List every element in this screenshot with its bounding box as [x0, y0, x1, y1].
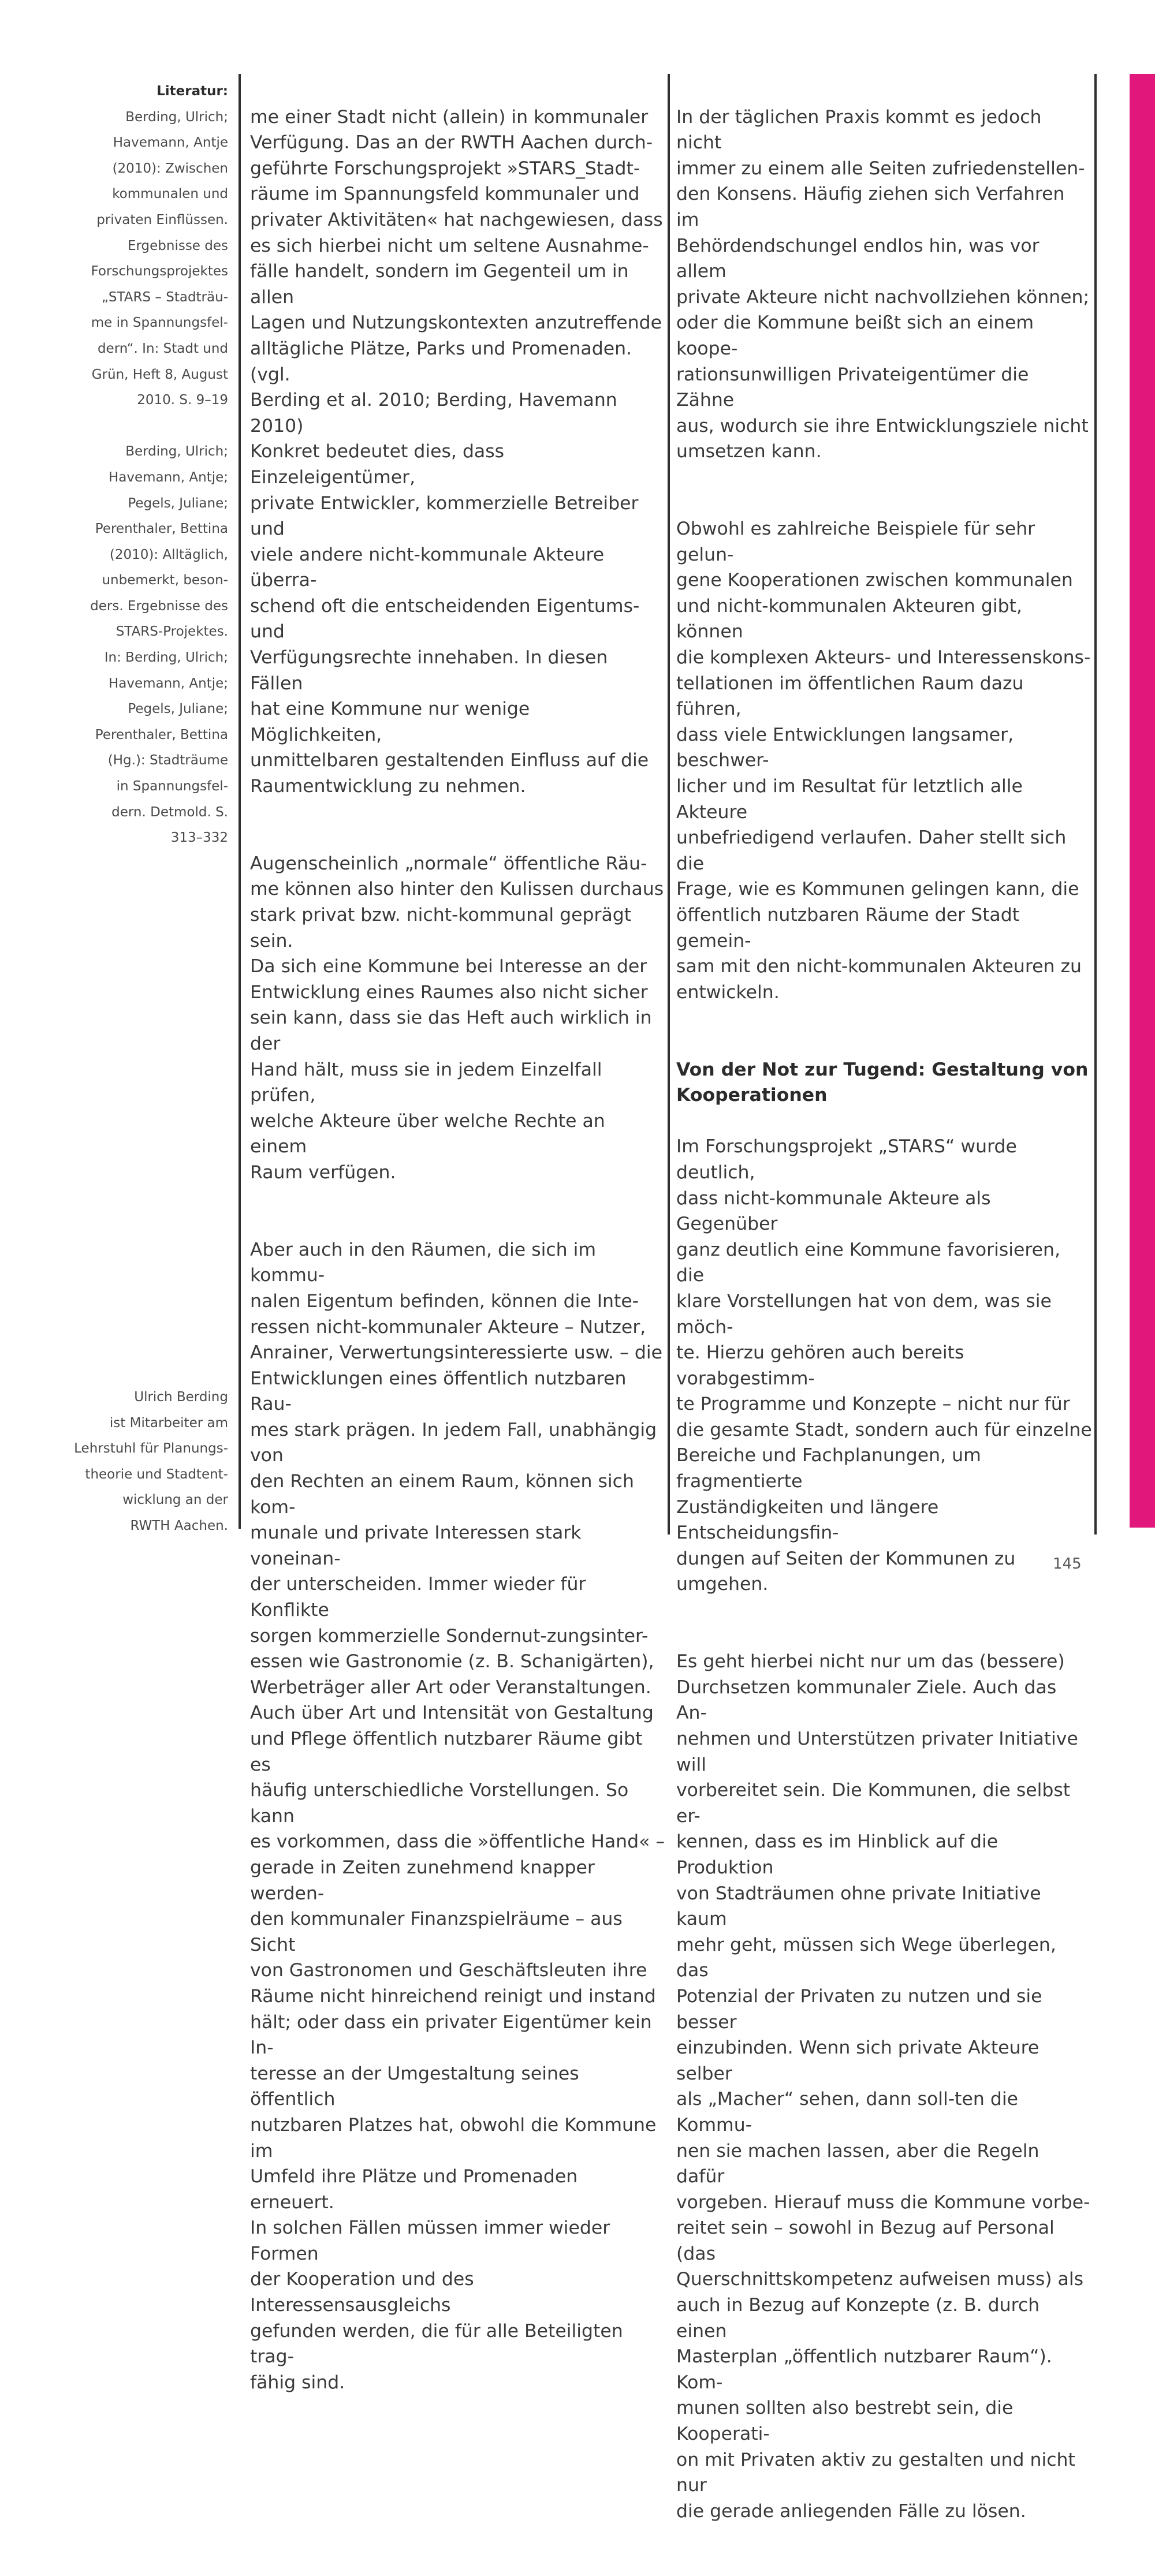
- paragraph: me einer Stadt nicht (allein) in kommunaler Verfügung. Das an der RWTH Aachen durch- geführte Forschungsprojekt »STARS_Stadt- räume im Spannungsfeld kommunaler und privater Aktivitäten« hat nachgewiesen, dass es sich hierbei nicht um seltene Ausnahme- fälle handelt, sondern im Gegenteil um in allen Lagen und Nutzungskontexten anzutreffende alltägliche Plätze, Parks und Promenaden. (vgl. Berding et al. 2010; Berding, Havemann 2010) Konkret bedeutet dies, dass Einzeleigentümer, private Entwickler, kommerzielle Betreiber und viele andere nicht-kommunale Akteure überra- schend oft die entscheidenden Eigentums- und Verfügungsrechte innehaben. In diesen Fällen hat eine Kommune nur wenige Möglichkeiten, unmittelbaren gestaltenden Einfluss auf die Raumentwicklung zu nehmen.: [250, 106, 663, 797]
- paragraph: Obwohl es zahlreiche Beispiele für sehr gelun- gene Kooperationen zwischen kommunalen und nicht-kommunalen Akteuren gibt, können die komplexen Akteurs- und Interessenskons- tellationen im öffentlichen Raum dazu führen, dass viele Entwicklungen langsamer, beschwer- licher und im Resultat für letztlich alle Akteure unbefriedigend verlaufen. Daher stellt sich die Frage, wie es Kommunen gelingen kann, die öffentlich nutzbaren Räume der Stadt gemein- sam mit den nicht-kommunalen Akteuren zu entwickeln.: [676, 518, 1091, 1003]
- paragraph: Im Forschungsprojekt „STARS“ wurde deutlich, dass nicht-kommunale Akteure als Gegenüber ganz deutlich eine Kommune favorisieren, die klare Vorstellungen hat von dem, was sie möch- te. Hierzu gehören auch bereits vorabgestimm- te Programme und Konzepte – nicht nur für die gesamte Stadt, sondern auch für einzelne Bereiche und Fachplanungen, um fragmentierte Zuständigkeiten und längere Entscheidungsfin- dungen auf Seiten der Kommunen zu umgehen.: [676, 1136, 1092, 1595]
- paragraph: Aber auch in den Räumen, die sich im kommu- nalen Eigentum befinden, können die Inte- ressen nicht-kommunaler Akteure – Nutzer, Anrainer, Verwertungsinteressierte usw. – die Entwicklungen eines öffentlich nutzbaren Rau- mes stark prägen. In jedem Fall, unabhängig von den Rechten an einem Raum, können sich kom- munale und private Interessen stark voneinan- der unterscheiden. Immer wieder für Konflikte sorgen kommerzielle Sondernut-zungsinter- essen wie Gastronomie (z. B. Schanigärten), Werbeträger aller Art oder Veranstaltungen. Auch über Art und Intensität von Gestaltung und Pflege öffentlich nutzbarer Räume gibt es häufig unterschiedliche Vorstellungen. So kann es vorkommen, dass die »öffentliche Hand« – gerade in Zeiten zunehmend knapper werden- den kommunaler Finanzspielräume – aus Sicht von Gastronomen und Geschäftsleuten ihre Räume nicht hinreichend reinigt und instand hält; oder dass ein privater Eigentümer kein In- teresse an der Umgestaltung seines öffentlich nutzbaren Platzes hat, obwohl die Kommune im Umfeld ihre Plätze und Promenaden erneuert. In solchen Fällen müssen immer wieder Formen der Kooperation und des Interessensausgleichs gefunden werden, die für alle Beteiligten trag- fähig sind.: [250, 1239, 665, 2393]
- text-column-right: [676, 79, 1092, 2576]
- accent-bar: [1130, 74, 1155, 1528]
- author-info: [64, 1384, 228, 1539]
- column-divider-middle: [668, 74, 670, 1535]
- text-column-left: [250, 79, 666, 2447]
- author-bio: ist Mitarbeiter am Lehrstuhl für Planungs- theorie und Stadtent- wicklung an der RWTH Aachen.: [74, 1415, 228, 1533]
- paragraph: In der täglichen Praxis kommt es jedoch nicht immer zu einem alle Seiten zufriedenstellen- den Konsens. Häufig ziehen sich Verfahren im Behördendschungel endlos hin, was vor allem private Akteure nicht nachvollziehen können; oder die Kommune beißt sich an einem koope- rationsunwilligen Privateigentümer die Zähne aus, wodurch sie ihre Entwicklungsziele nicht umsetzen kann.: [676, 106, 1090, 462]
- author-name: Ulrich Berding: [134, 1390, 228, 1405]
- page-number: 145: [1053, 1555, 1082, 1573]
- literature-sidebar: [64, 79, 228, 876]
- column-divider-left: [239, 74, 241, 1529]
- paragraph: Augenscheinlich „normale“ öffentliche Räu- me können also hinter den Kulissen durchaus stark privat bzw. nicht-kommunal geprägt sein. Da sich eine Kommune bei Interesse an der Entwicklung eines Raumes also nicht sicher sein kann, dass sie das Heft auch wirklich in der Hand hält, muss sie in jedem Einzelfall prüfen, welche Akteure über welche Rechte an einem Raum verfügen.: [250, 853, 664, 1183]
- paragraph: Es geht hierbei nicht nur um das (bessere) Durchsetzen kommunaler Ziele. Auch das An- nehmen und Unterstützen privater Initiative will vorbereitet sein. Die Kommunen, die selbst er- kennen, dass es im Hinblick auf die Produktion von Stadträumen ohne private Initiative kaum mehr geht, müssen sich Wege überlegen, das Potenzial der Privaten zu nutzen und sie besser einzubinden. Wenn sich private Akteure selber als „Macher“ sehen, dann soll-ten die Kommu- nen sie machen lassen, aber die Regeln dafür vorgeben. Hierauf muss die Kommune vorbe- reitet sein – sowohl in Bezug auf Personal (das Querschnittskompetenz aufweisen muss) als auch in Bezug auf Konzepte (z. B. durch einen Masterplan „öffentlich nutzbarer Raum“). Kom- munen sollten also bestrebt sein, die Kooperati- on mit Privaten aktiv zu gestalten und nicht nur die gerade anliegenden Fälle zu lösen.: [676, 1651, 1090, 2522]
- reference-1: Berding, Ulrich; Havemann, Antje (2010): Zwischen kommunalen und privaten Einflüssen. Ergebnisse des Forschungsprojektes „STARS – Stadträu- me in Spannungsfel- dern“. In: Stadt und Grün, Heft 8, August 2010. S. 9–19: [91, 109, 228, 408]
- reference-2: Berding, Ulrich; Havemann, Antje; Pegels, Juliane; Perenthaler, Bettina (2010): Alltäglich, unbemerkt, beson- ders. Ergebnisse des STARS-Projektes. In: Berding, Ulrich; Havemann, Antje; Pegels, Juliane; Perenthaler, Bettina (Hg.): Stadträume in Spannungsfel- dern. Detmold. S. 313–332: [90, 444, 228, 846]
- column-divider-right: [1094, 74, 1097, 1535]
- section-heading: Von der Not zur Tugend: Gestaltung von Kooperationen: [676, 1059, 1089, 1106]
- literature-title: Literatur:: [157, 84, 228, 99]
